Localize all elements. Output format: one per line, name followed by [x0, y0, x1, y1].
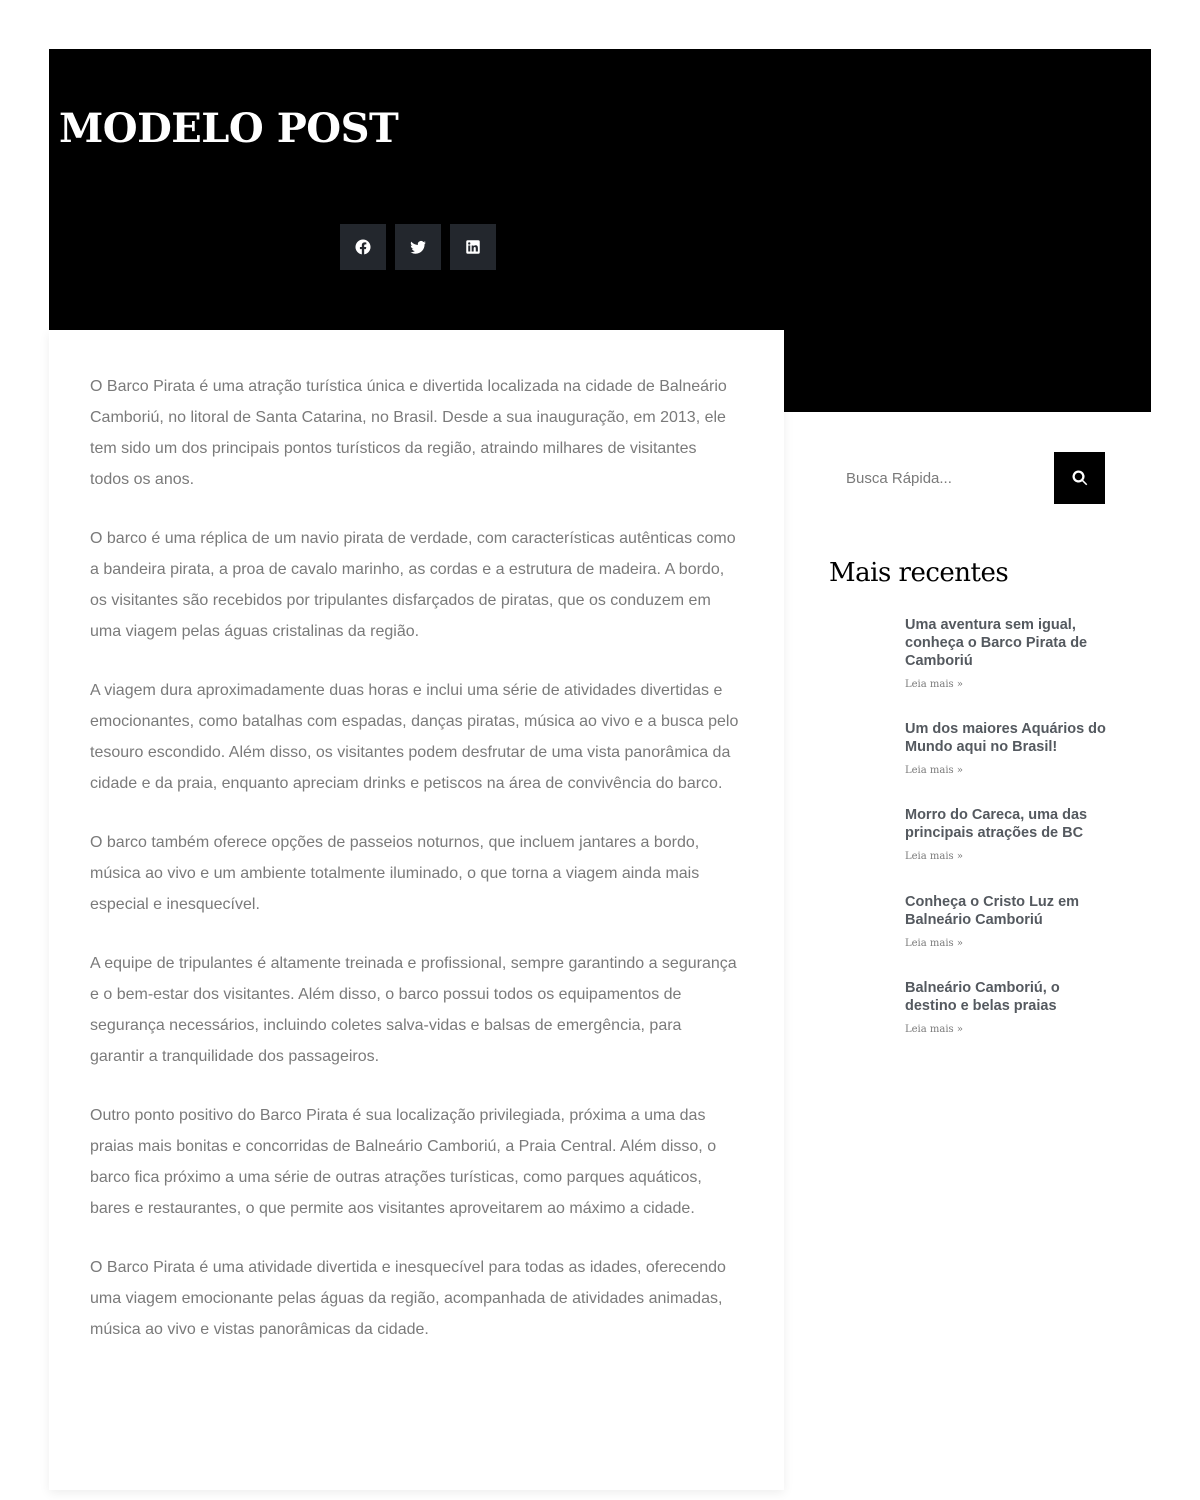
article-paragraph: O barco também oferece opções de passeios noturnos, que incluem jantares a bordo, música ao vivo e um ambiente totalmente iluminado, o que torna a viagem ainda mais especial e inesquecível. — [90, 834, 700, 913]
recent-post-item — [905, 806, 1110, 893]
facebook-share-button[interactable] — [340, 224, 386, 270]
article-paragraph: O Barco Pirata é uma atração turística única e divertida localizada na cidade de Balneário Camboriú, no litoral de Santa Catarina, no Brasil. Desde a sua inauguração, em 2013, ele tem sido um dos principais pontos turísticos da região, atraindo milhares de visitantes todos os anos. — [90, 378, 727, 488]
recent-post-title[interactable]: Uma aventura sem igual, conheça o Barco Pirata de Camboriú — [905, 617, 1088, 669]
article-paragraph: Outro ponto positivo do Barco Pirata é sua localização privilegiada, próxima a uma das praias mais bonitas e concorridas de Balneário Camboriú, a Praia Central. Além disso, o barco fica próximo a uma série de outras atrações turísticas, como parques aquáticos, bares e restaurantes, o que permite aos visitantes aproveitarem ao máximo a cidade. — [90, 1107, 717, 1217]
article-paragraph: A viagem dura aproximadamente duas horas e inclui uma série de atividades divertidas e emocionantes, como batalhas com espadas, danças piratas, música ao vivo e a busca pelo tesouro escondido. Além disso, os visitantes podem desfrutar de uma vista panorâmica da cidade e da praia, enquanto apreciam drinks e petiscos na área de convivência do barco. — [90, 682, 739, 792]
article-paragraph: O barco é uma réplica de um navio pirata de verdade, com características autênticas como a bandeira pirata, a proa de cavalo marinho, as cordas e a estrutura de madeira. A bordo, os visitantes são recebidos por tripulantes disfarçados de piratas, que os conduzem em uma viagem pelas águas cristalinas da região. — [90, 530, 736, 640]
facebook-icon — [354, 238, 372, 256]
twitter-share-button[interactable] — [395, 224, 441, 270]
recent-post-title[interactable]: Conheça o Cristo Luz em Balneário Camboriú — [905, 894, 1080, 928]
read-more-link[interactable]: Leia mais » — [905, 938, 963, 949]
recent-post-item — [905, 893, 1110, 979]
read-more-link[interactable]: Leia mais » — [905, 679, 963, 690]
read-more-link[interactable]: Leia mais » — [905, 851, 963, 862]
recent-post-title[interactable]: Um dos maiores Aquários do Mundo aqui no Brasil! — [905, 721, 1106, 755]
search-button[interactable] — [1054, 452, 1105, 504]
search-form — [830, 452, 1105, 504]
search-icon — [1071, 469, 1089, 487]
recent-post-title[interactable]: Morro do Careca, uma das principais atrações de BC — [905, 807, 1088, 841]
search-input[interactable] — [830, 452, 1054, 504]
linkedin-share-button[interactable] — [450, 224, 496, 270]
share-buttons — [340, 224, 496, 270]
article-card — [49, 330, 784, 1490]
linkedin-icon — [464, 238, 482, 256]
read-more-link[interactable]: Leia mais » — [905, 1024, 963, 1035]
recent-post-item — [905, 979, 1110, 1037]
recent-posts-heading: Mais recentes — [829, 558, 1009, 588]
page-title: MODELO POST — [59, 105, 399, 152]
recent-post-title[interactable]: Balneário Camboriú, o destino e belas praias — [905, 980, 1060, 1014]
twitter-icon — [409, 238, 427, 256]
recent-posts-list — [905, 616, 1110, 1037]
article-paragraph: A equipe de tripulantes é altamente treinada e profissional, sempre garantindo a segurança e o bem-estar dos visitantes. Além disso, o barco possui todos os equipamentos de segurança necessários, incluindo coletes salva-vidas e balsas de emergência, para garantir a tranquilidade dos passageiros. — [90, 955, 737, 1065]
recent-post-item — [905, 616, 1110, 720]
article-paragraph: O Barco Pirata é uma atividade divertida e inesquecível para todas as idades, oferecendo uma viagem emocionante pelas águas da região, acompanhada de atividades animadas, música ao vivo e vistas panorâmicas da cidade. — [90, 1259, 726, 1338]
article-body — [90, 371, 740, 1373]
read-more-link[interactable]: Leia mais » — [905, 765, 963, 776]
recent-post-item — [905, 720, 1110, 806]
